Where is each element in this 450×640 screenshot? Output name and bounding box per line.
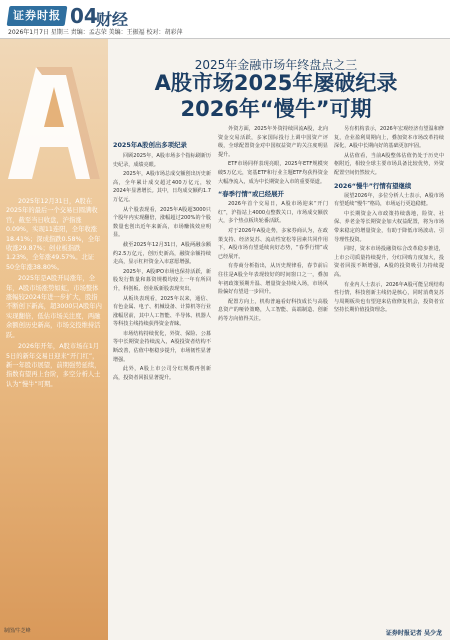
newspaper-logo: [7, 6, 68, 26]
article-column-1: [113, 152, 211, 622]
photo-credit: 制图/牛芝峰: [4, 628, 31, 634]
article-paragraph: 从板块表现看，2025年以来，通信、有色金属、电子、机械设备、计算机等行业涨幅居前，其中人工智能、半导体、机器人等科技主线持续获得资金青睐。: [113, 295, 211, 328]
article-paragraph: 市场结构持续优化，外资、保险、公募等中长期资金持续流入，A股投资者结构不断改善，估值中枢稳步提升，市场韧性显著增强。: [113, 330, 211, 363]
article-paragraph: 从个股表现看，2025年A股超3000只个股年内实现翻倍，涨幅超过200%的个股数量也创出近年来新高，市场赚钱效应明显。: [113, 206, 211, 239]
intro-text-block: [6, 197, 102, 391]
article-paragraph: 2026年首个交易日，A股市场迎来“开门红”，沪指站上4000点整数关口，市场成交额放大，多个热点板块轮番活跃。: [218, 201, 328, 225]
page-header: [0, 0, 450, 38]
article-paragraph: 有业内人士表示，2026年A股可能呈现结构性行情，科技创新主线仍是核心，同时消费复苏与周期板块也有望迎来估值修复机会，投资者宜坚持长期价值投资理念。: [334, 281, 444, 314]
article-paragraph: 从估值看，当前A股整体估值仍处于历史中枢附近，相较全球主要市场具备比较优势，外资配置空间仍然较大。: [334, 152, 444, 176]
page-number: 04: [70, 4, 98, 28]
intro-paragraph: 2025年12月31日，A股在2025年的最后一个交易日圆满收官，截至当日收盘，沪指涨0.09%，实现11连阳，全年收涨18.41%；深成指跌0.58%，全年收涨29.87%；创业板指跌1.23%，全年涨49.57%。北证50全年涨38.80%。: [6, 198, 101, 271]
article-paragraph: 截至2025年12月31日，A股两融余额约2.5万亿元，创历史新高，融资余额持续走高，显示杠杆资金入市意愿增强。: [113, 241, 211, 266]
article-paragraph: 中长期资金入市政策持续落地，险资、社保、养老金等长期资金加大权益配置，将为市场带来稳定的增量资金，有助于降低市场波动、引导理性投资。: [334, 210, 444, 243]
article-paragraph: 2025年，A股IPO市场也保持活跃，新股发行数量和募资规模均较上一年有所回升，科创板、创业板新股表现突出。: [113, 268, 211, 292]
hero-illustration: [0, 39, 108, 640]
article-paragraph: 配置方向上，机构普遍看好科技成长与高股息资产的哑铃策略，人工智能、高端制造、创新药等方向值得关注。: [218, 298, 328, 322]
kicker: 2025年金融市场年终盘点之三: [194, 58, 358, 72]
intro-paragraph: 2025年是A股开局涨年，全年，A股市场涨势如虹，市场整体涨幅较2024年进一步扩大，股指不断创下新高，超3000只A股年内实现翻倍，低估市场关注度，两融余额创历史新高，市场交投维持活跃。: [6, 275, 102, 339]
article-paragraph: 展望2026年，多位分析人士表示，A股市场有望延续“慢牛”格局，市场运行更趋稳健。: [334, 192, 444, 208]
article-paragraph: 同时，资本市场投融资综合改革稳步推进，上市公司质量持续提升，分红回购力度加大，投资者回报不断增强，A股的投资吸引力持续提高。: [334, 246, 444, 278]
byline: 证券时报记者 吴少龙: [385, 630, 442, 637]
article-paragraph: 外资方面，2025年外资持续回流A股，北向资金交易活跃，多家国际投行上调中国资产评级，全球配置资金对中国权益资产的关注度明显提升。: [218, 126, 328, 158]
big-letter-a-graphic: [8, 59, 100, 209]
article-paragraph: ETF市场同样表现亮眼，2025年ETF规模突破5万亿元，宽基ETF和行业主题ETF均获得资金大幅净流入，成为中长期资金入市的重要渠道。: [218, 161, 328, 185]
article-paragraph: 回顾2025年，A股市场多个指标刷新历史纪录，成绩亮眼。: [113, 153, 211, 168]
article-paragraph: 有券商分析指出，从历史规律看，春节前后往往是A股全年表现较好的时间窗口之一，叠加年初政策预期升温、增量资金持续入场，市场风险偏好有望进一步回升。: [218, 263, 328, 296]
subhead: “春季行情”或已经展开: [218, 190, 284, 199]
subhead: 2025年A股创出多项纪录: [113, 141, 187, 149]
article-paragraph: 2025年，A股市场总成交额创出历史新高，全年累计成交超过400万亿元，较2024年显著增长。其中，日均成交额约1.7万亿元。: [113, 171, 211, 203]
headline: [110, 70, 442, 122]
headline-line: 2026年“慢牛”可期: [180, 97, 372, 121]
article-column-3: [334, 125, 444, 635]
article-paragraph: 另有机构表示，2026年宏观经济有望温和修复，企业盈利周期向上，叠加资本市场改革持续深化，A股中长期向好的基础更加牢固。: [334, 126, 444, 150]
headline-line: A股市场2025年屡破纪录: [154, 71, 398, 95]
article-paragraph: 此外，A股上市公司分红规模再创新高，投资者回报显著提升。: [113, 366, 211, 381]
logo-text: 证券时报: [13, 9, 61, 22]
subhead: 2026“慢牛”行情有望继续: [334, 181, 412, 190]
article-column-2: [218, 125, 328, 622]
header-meta: 2026年1月7日 星期三 责编：孟志荣 美编：王振福 校对：胡彩萍: [8, 29, 183, 36]
article-paragraph: 对于2026年A股走势，多家券商认为，在政策支持、经济复苏、流动性宽松等因素共同作用下，A股市场有望延续向好态势，“春季行情”或已经展开。: [218, 227, 328, 260]
section-name: 财经: [96, 10, 129, 29]
intro-paragraph: 2026年开年，A股市场在1月5日的新年交易日迎来“开门红”，新一年股市展望，前期强势延续，指数有望再上台阶，多空分析人士认为“慢牛”可期。: [6, 343, 101, 388]
